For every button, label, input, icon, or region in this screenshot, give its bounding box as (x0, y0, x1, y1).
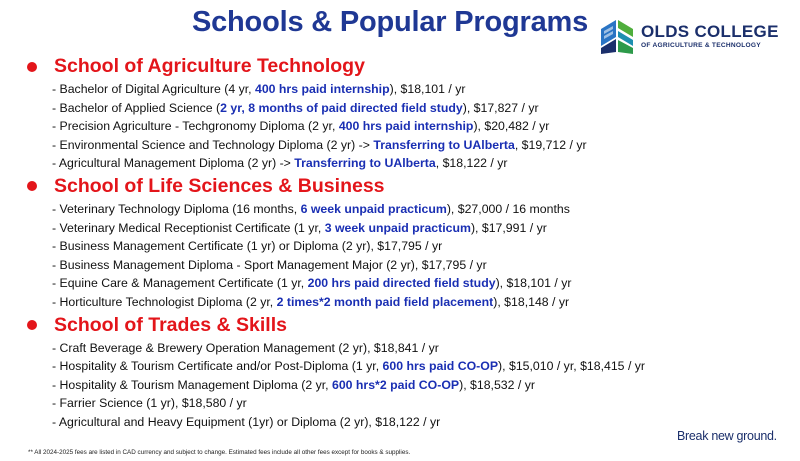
program-text: ), $18,148 / yr (493, 294, 570, 309)
program-text: - Business Management Diploma - Sport Management Major (2 yr), $17,795 / yr (52, 257, 487, 272)
program-text: ), $17,827 / yr (462, 100, 539, 115)
program-text: ), $27,000 / 16 months (446, 201, 570, 216)
program-item (52, 339, 786, 358)
program-text: ), $20,482 / yr (473, 119, 550, 134)
olds-college-emblem-icon (600, 17, 634, 55)
program-text: - Agricultural Management Diploma (2 yr) -> (52, 156, 295, 171)
program-item (52, 136, 786, 155)
program-item (52, 200, 786, 219)
program-item (52, 99, 786, 118)
bullet-icon (27, 181, 37, 191)
program-text: - Agricultural and Heavy Equipment (1yr) or Diploma (2 yr), $18,122 / yr (52, 414, 441, 429)
school-heading (26, 173, 786, 200)
program-item (52, 219, 786, 238)
program-text: ), $17,991 / yr (470, 220, 547, 235)
school-name: School of Life Sciences & Business (54, 174, 385, 197)
program-highlight: Transferring to UAlberta (373, 137, 515, 152)
program-list (26, 339, 786, 432)
program-list (26, 80, 786, 173)
program-text: - Veterinary Technology Diploma (16 months, (52, 201, 301, 216)
program-text: ), $15,010 / yr, $18,415 / yr (498, 359, 646, 374)
program-item (52, 413, 786, 432)
school-heading (26, 53, 786, 80)
fees-footnote: ** All 2024-2025 fees are listed in CAD currency and subject to change. Estimated fees include all other fees except for books & supplies. (28, 449, 411, 456)
program-item (52, 154, 786, 173)
program-item (52, 274, 786, 293)
logo-subtitle: OF AGRICULTURE & TECHNOLOGY (641, 42, 761, 49)
program-item (52, 117, 786, 136)
program-highlight: 400 hrs paid internship (254, 82, 390, 96)
program-highlight: Transferring to UAlberta (294, 156, 436, 171)
program-item (52, 293, 786, 312)
school-name: School of Agriculture Technology (54, 55, 365, 77)
program-list (26, 200, 786, 312)
school-name: School of Trades & Skills (54, 313, 287, 336)
school-section (26, 53, 786, 173)
bullet-icon (27, 62, 37, 72)
program-highlight: 6 week unpaid practicum (300, 201, 447, 216)
program-text: - Bachelor of Applied Science ( (52, 100, 221, 115)
school-heading (26, 312, 786, 339)
program-highlight: 400 hrs paid internship (338, 119, 474, 134)
program-text: - Hospitality & Tourism Certificate and/or Post-Diploma (1 yr, (52, 359, 383, 374)
program-item (52, 256, 786, 275)
tagline: Break new ground. (677, 429, 777, 443)
program-highlight: 2 yr, 8 months of paid directed field study (220, 100, 463, 115)
program-highlight: 600 hrs paid CO-OP (382, 359, 499, 374)
logo-name: OLDS COLLEGE (641, 22, 779, 41)
program-text: - Environmental Science and Technology Diploma (2 yr) -> (52, 137, 374, 152)
program-text: - Business Management Certificate (1 yr) or Diploma (2 yr), $17,795 / yr (52, 239, 443, 254)
program-highlight: 200 hrs paid directed field study (307, 276, 496, 291)
program-text: - Farrier Science (1 yr), $18,580 / yr (52, 396, 247, 411)
program-text: - Veterinary Medical Receptionist Certificate (1 yr, (52, 220, 325, 235)
program-text: ), $18,101 / yr (389, 82, 466, 96)
program-item (52, 357, 786, 376)
program-highlight: 3 week unpaid practicum (324, 220, 471, 235)
program-text: - Horticulture Technologist Diploma (2 yr, (52, 294, 277, 309)
program-highlight: 2 times*2 month paid field placement (276, 294, 494, 309)
program-text: - Craft Beverage & Brewery Operation Management (2 yr), $18,841 / yr (52, 340, 439, 355)
program-text: - Bachelor of Digital Agriculture (4 yr, (52, 82, 255, 96)
schools-list (26, 53, 786, 432)
school-section (26, 173, 786, 312)
program-item (52, 376, 786, 395)
school-section (26, 312, 786, 432)
program-highlight: 600 hrs*2 paid CO-OP (331, 377, 460, 392)
program-item (52, 80, 786, 99)
program-text: , $19,712 / yr (514, 137, 587, 152)
program-text: ), $18,532 / yr (459, 377, 535, 392)
bullet-icon (27, 320, 37, 330)
page-title: Schools & Popular Programs (191, 6, 589, 38)
program-text: - Equine Care & Management Certificate (1 yr, (52, 276, 308, 291)
program-text: - Precision Agriculture - Techgronomy Diploma (2 yr, (52, 119, 339, 134)
program-text: , $18,122 / yr (435, 156, 508, 171)
program-text: - Hospitality & Tourism Management Diploma (2 yr, (52, 377, 332, 392)
program-text: ), $18,101 / yr (495, 276, 572, 291)
program-item (52, 394, 786, 413)
program-item (52, 237, 786, 256)
